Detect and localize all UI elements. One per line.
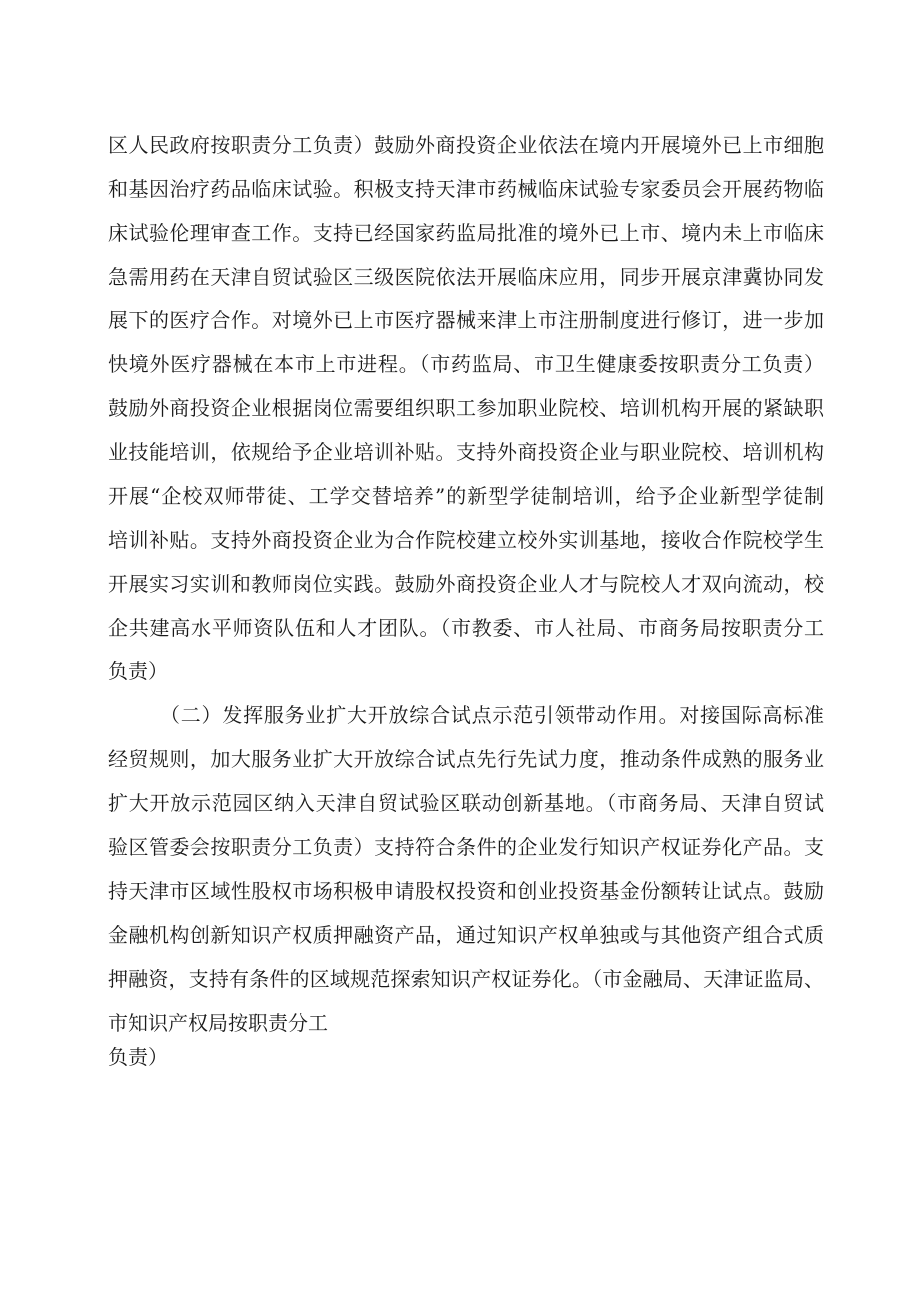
text-line: 床试验伦理审查工作。支持已经国家药监局批准的境外已上市、境内未上市临床	[108, 221, 824, 245]
text-line: 市知识产权局按职责分工	[108, 1011, 328, 1035]
text-line: 负责）	[108, 659, 168, 683]
text-line: 业技能培训，依规给予企业培训补贴。支持外商投资企业与职业院校、培训机构	[108, 440, 824, 464]
text-line: 展下的医疗合作。对境外已上市医疗器械来津上市注册制度进行修订，进一步加	[108, 308, 824, 332]
text-line: 和基因治疗药品临床试验。积极支持天津市药械临床试验专家委员会开展药物临	[108, 177, 824, 201]
text-line: 企共建高水平师资队伍和人才团队。（市教委、市人社局、市商务局按职责分工	[108, 616, 824, 640]
text-line: 鼓励外商投资企业根据岗位需要组织职工参加职业院校、培训机构开展的紧缺职	[108, 396, 824, 420]
text-line: 扩大开放示范园区纳入天津自贸试验区联动创新基地。（市商务局、天津自贸试	[108, 791, 824, 815]
text-line: 负责）	[108, 1045, 168, 1069]
text-line: 急需用药在天津自贸试验区三级医院依法开展临床应用，同步开展京津冀协同发	[108, 265, 824, 289]
text-line: 开展实习实训和教师岗位实践。鼓励外商投资企业人才与院校人才双向流动，校	[108, 572, 824, 596]
text-line: 验区管委会按职责分工负责）支持符合条件的企业发行知识产权证券化产品。支	[108, 835, 824, 859]
text-line: 押融资，支持有条件的区域规范探索知识产权证券化。（市金融局、天津证监局、	[108, 967, 824, 991]
section-heading-line: （二）发挥服务业扩大开放综合试点示范引领带动作用。对接国际高标准	[160, 703, 824, 727]
text-line: 持天津市区域性股权市场积极申请股权投资和创业投资基金份额转让试点。鼓励	[108, 879, 824, 903]
text-line: 快境外医疗器械在本市上市进程。（市药监局、市卫生健康委按职责分工负责）	[108, 352, 824, 376]
text-line: 金融机构创新知识产权质押融资产品，通过知识产权单独或与其他资产组合式质	[108, 923, 824, 947]
text-line: 区人民政府按职责分工负责）鼓励外商投资企业依法在境内开展境外已上市细胞	[108, 133, 824, 157]
text-line: 经贸规则，加大服务业扩大开放综合试点先行先试力度，推动条件成熟的服务业	[108, 747, 824, 771]
text-line: 培训补贴。支持外商投资企业为合作院校建立校外实训基地，接收合作院校学生	[108, 528, 824, 552]
text-line: 开展“企校双师带徒、工学交替培养”的新型学徒制培训，给予企业新型学徒制	[108, 484, 824, 508]
